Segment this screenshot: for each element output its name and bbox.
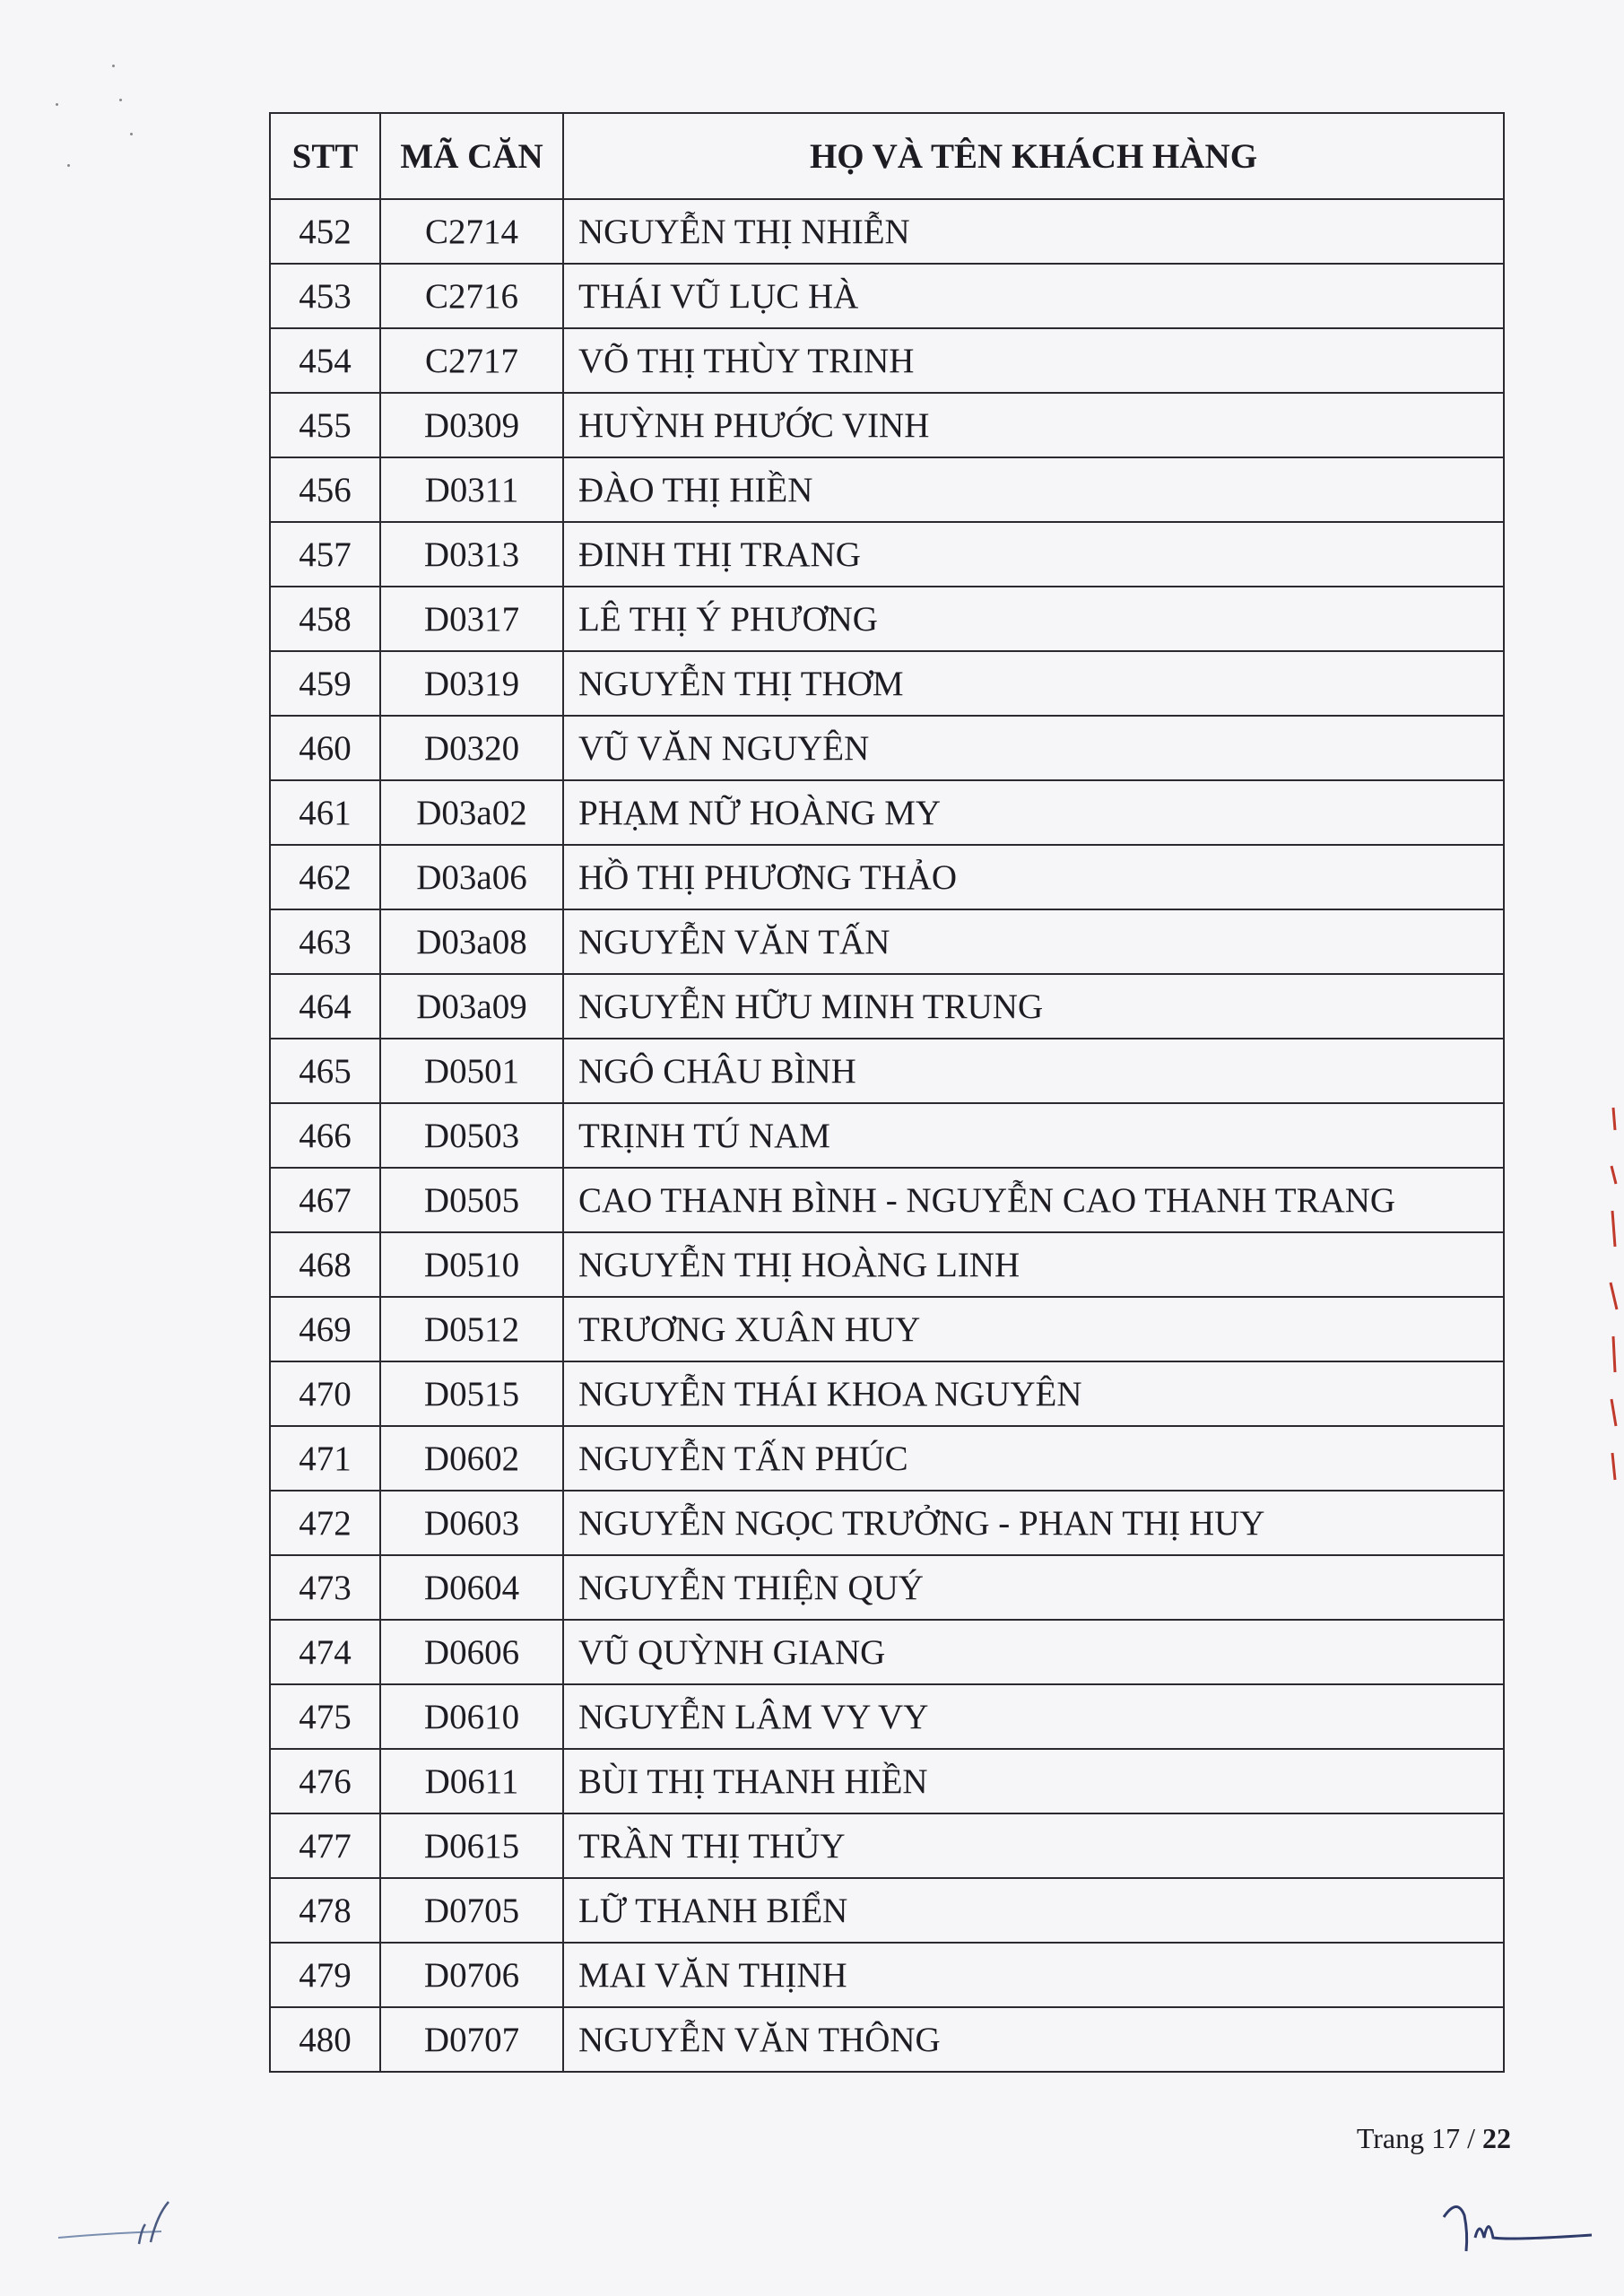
row-name: NGUYỄN HỮU MINH TRUNG	[563, 974, 1504, 1039]
row-code: D0503	[380, 1103, 563, 1168]
row-name: LÊ THỊ Ý PHƯƠNG	[563, 587, 1504, 651]
row-stt: 475	[270, 1684, 380, 1749]
customer-table	[269, 112, 1505, 2073]
table-row	[270, 845, 1504, 909]
row-code: D03a02	[380, 780, 563, 845]
table-row	[270, 780, 1504, 845]
row-stt: 466	[270, 1103, 380, 1168]
row-name: NGUYỄN VĂN TẤN	[563, 909, 1504, 974]
row-code: D0515	[380, 1361, 563, 1426]
table-row	[270, 1555, 1504, 1620]
row-code: D03a08	[380, 909, 563, 974]
row-code: C2717	[380, 328, 563, 393]
row-code: D0604	[380, 1555, 563, 1620]
header-code: MÃ CĂN	[380, 113, 563, 199]
row-name: HUỲNH PHƯỚC VINH	[563, 393, 1504, 457]
row-stt: 456	[270, 457, 380, 522]
row-name: THÁI VŨ LỤC HÀ	[563, 264, 1504, 328]
table-row	[270, 199, 1504, 264]
row-stt: 461	[270, 780, 380, 845]
row-stt: 477	[270, 1813, 380, 1878]
row-code: D0610	[380, 1684, 563, 1749]
row-stt: 453	[270, 264, 380, 328]
row-code: C2714	[380, 199, 563, 264]
table-row	[270, 1297, 1504, 1361]
row-code: D0603	[380, 1491, 563, 1555]
table-row	[270, 328, 1504, 393]
row-name: NGUYỄN THỊ THƠM	[563, 651, 1504, 716]
row-stt: 476	[270, 1749, 380, 1813]
row-name: ĐÀO THỊ HIỀN	[563, 457, 1504, 522]
table-row	[270, 1168, 1504, 1232]
row-stt: 474	[270, 1620, 380, 1684]
row-name: CAO THANH BÌNH - NGUYỄN CAO THANH TRANG	[563, 1168, 1504, 1232]
page-number-prefix: Trang 17 /	[1356, 2122, 1482, 2154]
row-name: HỒ THỊ PHƯƠNG THẢO	[563, 845, 1504, 909]
row-name: NGUYỄN LÂM VY VY	[563, 1684, 1504, 1749]
row-code: D0320	[380, 716, 563, 780]
row-name: LỮ THANH BIỂN	[563, 1878, 1504, 1943]
table-row	[270, 1491, 1504, 1555]
table-row	[270, 974, 1504, 1039]
row-stt: 469	[270, 1297, 380, 1361]
table-row	[270, 1943, 1504, 2007]
row-stt: 480	[270, 2007, 380, 2072]
row-code: D0501	[380, 1039, 563, 1103]
page-number	[1357, 2122, 1511, 2155]
table-row	[270, 1232, 1504, 1297]
row-stt: 478	[270, 1878, 380, 1943]
row-code: D0615	[380, 1813, 563, 1878]
row-name: NGUYỄN VĂN THÔNG	[563, 2007, 1504, 2072]
table-row	[270, 1426, 1504, 1491]
row-code: D0606	[380, 1620, 563, 1684]
table-row	[270, 1103, 1504, 1168]
row-name: MAI VĂN THỊNH	[563, 1943, 1504, 2007]
row-code: D0512	[380, 1297, 563, 1361]
row-code: D0706	[380, 1943, 563, 2007]
table-row	[270, 587, 1504, 651]
table-row	[270, 457, 1504, 522]
initials-signature-right	[1439, 2188, 1601, 2260]
row-code: D0311	[380, 457, 563, 522]
row-code: D03a06	[380, 845, 563, 909]
row-name: NGUYỄN NGỌC TRƯỞNG - PHAN THỊ HUY	[563, 1491, 1504, 1555]
row-name: NGUYỄN THỊ HOÀNG LINH	[563, 1232, 1504, 1297]
row-stt: 452	[270, 199, 380, 264]
row-name: NGUYỄN TẤN PHÚC	[563, 1426, 1504, 1491]
header-name: HỌ VÀ TÊN KHÁCH HÀNG	[563, 113, 1504, 199]
row-stt: 463	[270, 909, 380, 974]
row-stt: 467	[270, 1168, 380, 1232]
row-name: VŨ VĂN NGUYÊN	[563, 716, 1504, 780]
table-row	[270, 522, 1504, 587]
row-name: NGUYỄN THIỆN QUÝ	[563, 1555, 1504, 1620]
table-row	[270, 1749, 1504, 1813]
red-stamp-edge	[1608, 1103, 1620, 1489]
row-stt: 462	[270, 845, 380, 909]
row-stt: 459	[270, 651, 380, 716]
row-name: VÕ THỊ THÙY TRINH	[563, 328, 1504, 393]
table-row	[270, 1684, 1504, 1749]
row-code: D03a09	[380, 974, 563, 1039]
row-stt: 458	[270, 587, 380, 651]
row-stt: 457	[270, 522, 380, 587]
row-name: NGUYỄN THỊ NHIỄN	[563, 199, 1504, 264]
page-total: 22	[1482, 2122, 1511, 2154]
row-code: D0319	[380, 651, 563, 716]
row-name: PHẠM NỮ HOÀNG MY	[563, 780, 1504, 845]
table-row	[270, 264, 1504, 328]
row-stt: 454	[270, 328, 380, 393]
row-code: D0309	[380, 393, 563, 457]
row-code: D0611	[380, 1749, 563, 1813]
table-row	[270, 1878, 1504, 1943]
row-code: D0705	[380, 1878, 563, 1943]
row-code: D0313	[380, 522, 563, 587]
row-stt: 472	[270, 1491, 380, 1555]
row-stt: 471	[270, 1426, 380, 1491]
table-row	[270, 651, 1504, 716]
row-stt: 473	[270, 1555, 380, 1620]
row-name: TRẦN THỊ THỦY	[563, 1813, 1504, 1878]
table-row	[270, 1361, 1504, 1426]
row-stt: 455	[270, 393, 380, 457]
table-header-row	[270, 113, 1504, 199]
table-row	[270, 1039, 1504, 1103]
row-stt: 464	[270, 974, 380, 1039]
row-stt: 460	[270, 716, 380, 780]
table-row	[270, 716, 1504, 780]
table-row	[270, 1813, 1504, 1878]
header-stt: STT	[270, 113, 380, 199]
row-name: TRƯƠNG XUÂN HUY	[563, 1297, 1504, 1361]
table-row	[270, 909, 1504, 974]
row-stt: 479	[270, 1943, 380, 2007]
table-row	[270, 393, 1504, 457]
row-name: TRỊNH TÚ NAM	[563, 1103, 1504, 1168]
row-name: BÙI THỊ THANH HIỀN	[563, 1749, 1504, 1813]
row-code: D0707	[380, 2007, 563, 2072]
row-code: D0505	[380, 1168, 563, 1232]
table-row	[270, 2007, 1504, 2072]
row-name: NGÔ CHÂU BÌNH	[563, 1039, 1504, 1103]
row-stt: 465	[270, 1039, 380, 1103]
initials-signature-left	[54, 2188, 197, 2260]
row-stt: 470	[270, 1361, 380, 1426]
row-code: D0317	[380, 587, 563, 651]
table-row	[270, 1620, 1504, 1684]
row-name: ĐINH THỊ TRANG	[563, 522, 1504, 587]
row-stt: 468	[270, 1232, 380, 1297]
row-code: C2716	[380, 264, 563, 328]
row-name: NGUYỄN THÁI KHOA NGUYÊN	[563, 1361, 1504, 1426]
row-name: VŨ QUỲNH GIANG	[563, 1620, 1504, 1684]
row-code: D0602	[380, 1426, 563, 1491]
row-code: D0510	[380, 1232, 563, 1297]
